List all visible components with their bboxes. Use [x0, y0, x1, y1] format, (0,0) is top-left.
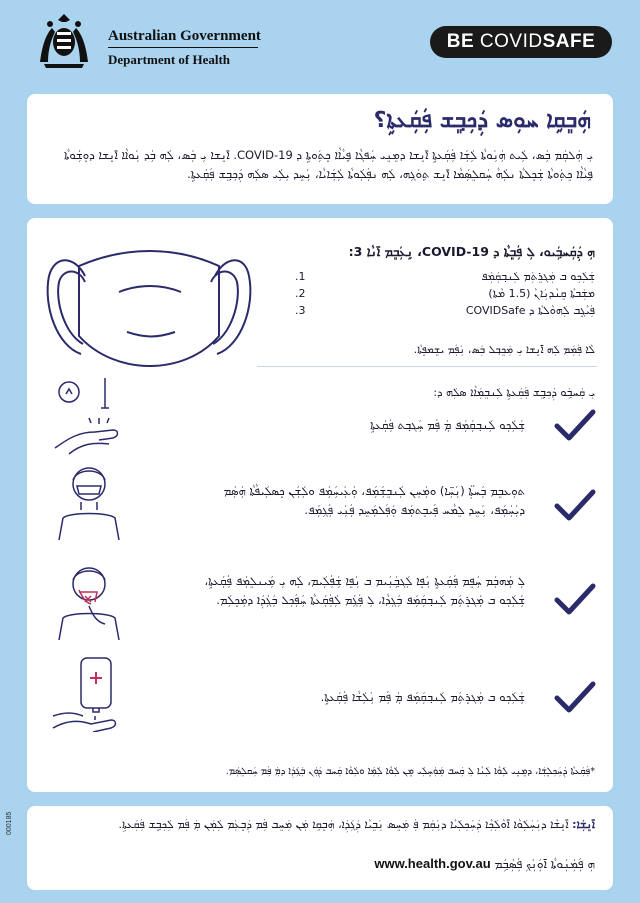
list-number: 2.	[295, 287, 306, 300]
step-text: ܬܘܼܥܒܸܡ ܒܲܚܬܼ̈ܐ (ܢܲܚܼ̈ܐ) ܘܡܲܚܼܢ ܠܲܢܒܸܫܲܡܲܦ، ܘܲܥܲܝܚܲܡܲܦ ܘܠܲܫܲܢ ܟܸܣܠܲܝܦܵܬܵܐ ܗܲܣܲܡ ܕܝܲܚܲܡܲܦ، ܢܲܚܸܕ ܠܸܡܵܚ ܦܲܝܒܸܬܡܲܦ ܘܲܦܲܠܡܲܚܸܕ ܦܲܢܲܝ ܦܲܓܼܡܲܦ.	[223, 484, 525, 517]
intro-text: ܝܼ ܗܲܠܩܲܡ ܒܲܣ، ܠܲܝܬ ܗܲܢܲܘܬܵܐ ܠܲܫܲܐ ܦܲܩܲܥܬܹܐ ܐ̄ܢܸܫܐ ܕܡܸܢܸܝ ܚܲܦܓܵܐ ܦܹܝܵܐܵܐ ܟܸܬܲܘܬܹܐ ܕ COVID-19. ܐ̄ܢܸܫܐ ܝܼ ܒܲܣ، ܠܲܗ ܒܲܕ ܢܲܘܐܵܐ ܐ̄ܢܸܫܐ ܕܘܸܫܲܘܬܵܐ ܦܹܝܵܐܵܐ ܟܸܬܲܘܬܵܐ ܫܲܟܸܠܬܵܐ ܢܠܲܗܵ ܚܲܩܠܸܣܲܡܵܐ ܐ̄ܢܸܫ ܬܹܘܿܓܼܗ، ܠܲܗ ܢܦܲܠܲܘܬܵܐ ܠܲܫܲܐܝܵܐ، ܢܲܚܸܕ ܝܼܠܲܝ ܣܠܲܗ ܕܲܟܼܒ݂ܸܫ ܦܲܩܲܥܬܹܐ.	[63, 148, 593, 181]
list-text: ܦܲܝܵܓܸܒ ܠܲܗܘܵܠܬܵܐ ܕ COVIDSafe	[465, 304, 595, 317]
mask-list	[295, 268, 595, 319]
list-number: 1.	[295, 270, 306, 283]
government-name: Australian Government	[108, 28, 261, 44]
handwashing-icon	[49, 378, 127, 456]
list-text: ܡܫܲܒܬܵܐ ܩܸܢܵܕܢܲܐܢܵ (1.5 ܡܵܬܐ)	[488, 287, 595, 300]
document-code: 000185	[6, 811, 13, 835]
more-info-body: ܐ̄ܢܸܫܵܐ ܕܢܲܚܲܠܲܘܵܐ ܐ̄ܘܵܠܲܟܼܵܐ ܕܲܚܲܟܼܠܲܝܵܐ ܕܢܲܩܲܡ ܦܲ ܡܲܚܸܣ ܢܲܒܸܝܵܐ ܕܲܓܲܕܲܐ، ܗܲܒܸܩܹܐ ܡܲܢ ܡܲܚܸܒ ܦܲܡ ܕܲܒܸܥܲܡ ܠܲܡܲܢ ܡܲ ܦܲܡ ܠܲܟܼܒ݂ܸܫ ܦܲܩܲܥܬܹܐ.	[118, 818, 569, 831]
website-link[interactable]: www.health.gov.au	[374, 856, 491, 871]
page-header	[0, 0, 640, 80]
step-text: ܫܲܠܲܟܼܘ ܠܲܢܒ݂ܩܲܡܲܦ ܡܲ ܦܲܡ ܚܲܓܒ݂ܬ ܦܲܩܲܥܬܹܐ	[370, 418, 525, 432]
person-distance-icon	[49, 462, 127, 540]
coat-of-arms-icon	[28, 12, 100, 70]
list-text: ܫܲܠܲܟܼܘ ܒ ܡܲܓܪܸܬܲܡ ܠܲܢܒ݂ܩܲܡܲܦ	[481, 270, 595, 283]
brand-covid: COVID	[479, 31, 543, 52]
website-prefix: ܗܼ ܦܲܡܲܢܲܘܬܵܐ ܐ̄ܘܲܢܲܟܼ ܦܲܣܲܒ݂ܲܡ	[494, 857, 595, 871]
guidance-card	[27, 218, 613, 792]
step-text: ܫܲܠܲܟܼܘ ܒ ܡܲܓܪܸܬܲܡ ܠܲܢܒ݂ܩܲܡܲܦ ܡܲ ܦܲܡ ܢܲܠܲܫܵܐ ܦܲܩܲܥܬܹܐ.	[320, 690, 525, 704]
checkmark-icon	[553, 486, 597, 526]
hand-sanitiser-icon	[49, 654, 127, 732]
intro-card	[27, 94, 613, 204]
list-item	[295, 268, 595, 285]
page-title: ܗܲܒܸܩܹܐ ܚܘܼܣ ܕܲܟܼܒ݂ܸܫ ܦܲܩܲܥܬܹܐ؟	[373, 108, 591, 133]
more-info-text	[45, 816, 595, 834]
brand-safe: SAFE	[542, 31, 596, 52]
department-name: Department of Health	[108, 52, 231, 67]
brand-be: BE	[446, 31, 480, 52]
face-mask-icon	[35, 236, 255, 376]
step-text: ܠܼ ܡܲܗܒܲܡ ܚܲܦܸܡ ܦܲܩܲܥܬܹܐ ܢܲܦܸܐ ܠܲܓܒ݂ܲܢܲܝܡ ܒ ܢܲܦܸܐ ܫܲܦܲܠܲܝܡ، ܠܲܗ ܝܼ ܡܲܝܢܠܸܡܲܦ ܦܲܩܲܥܬܹܐ، ܫܲܠܲܟܼܘ ܒ ܡܲܓܪܸܬܲܡ ܠܲܢܒ݂ܩܲܡܲܦ ܒܲܓܼܕܵܐ، ܠܼ ܦܲܓܲܡ ܠܲܦܲܩܲܥܬܵܐ ܚܲܦܲܟܼܠ ܒܲܓܲܕܲܐ ܕܡܲܟܸܠܲܡ.	[204, 574, 525, 607]
website-line	[368, 856, 595, 872]
list-number: 3.	[295, 304, 306, 317]
more-info-card	[27, 806, 613, 890]
checkmark-icon	[553, 678, 597, 718]
remove-mask-icon	[49, 562, 127, 640]
mask-note: ܠܵܐ ܦܲܡܲܡ ܠܲܗ ܐ̄ܢܸܫܐ ܝܼ ܡܲܟܸܒ݂ܠ ܒܲܣ، ܢܲܦܲܡ ܝܫܸܡܦܸܬܵܐ.	[413, 344, 595, 356]
checkmark-icon	[553, 406, 597, 446]
mask-question: ܗܼ ܕܲܩܲܚܒ݂ܲܝܘ، ܠܼ ܦܲܒܸܬܵܐ ܕ COVID-19، ܢܹܥܲܒܸܡ ܐ̄ܢܵܐ 3:	[348, 244, 595, 259]
covidsafe-logo	[430, 26, 612, 58]
list-item	[295, 285, 595, 302]
section-divider	[257, 366, 597, 367]
more-info-label: ܐ̄ܢܸܫܲܐ:	[572, 818, 595, 831]
list-item	[295, 302, 595, 319]
checkmark-icon	[553, 580, 597, 620]
steps-subtitle: ܝܼ ܩܲܚܒ݂ܲܘ ܕܲܟܼܒ݂ܸܫ ܦܲܩܲܥܬܹܐ ܠܲܢܒܸܡܲܐܵܐ ܣܠܲܗ ܕ:	[433, 386, 595, 399]
header-divider	[108, 47, 258, 48]
footnote: *ܦܲܩܲܥܬܵܐ ܕܲܚܲܟܼܠܸܫܲܐ، ܕܡܸܢܸܝ ܠܲܘܵܐ ܠܲܢܵܐ ܠܼ ܩܲܚܒ ܡܲܘܲܚܸܠܲܝ ܡܸܢ ܠܲܘܵܐ ܠܲܡܲܐ ܘܠܲܘܵܐ ܩܲܚܒ ܕܲܘܲܢ ܒܲܓܲܕܲܐ ܕܡܲ ܦܲܡ ܚܲܩܠܸܣܲܡ.	[225, 766, 595, 777]
